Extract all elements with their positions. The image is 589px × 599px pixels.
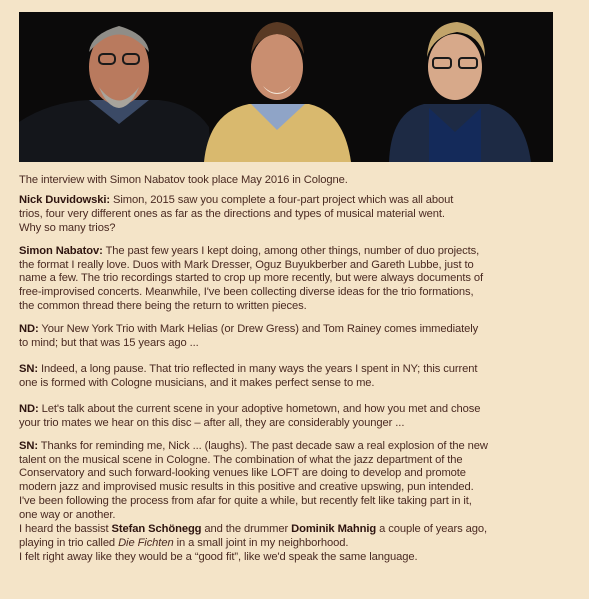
speaker-label: SN:: [19, 362, 38, 375]
speaker-label: Simon Nabatov:: [19, 244, 103, 257]
speaker-label: ND:: [19, 402, 39, 415]
trio-photo-image: [19, 12, 553, 162]
musician-name: Stefan Schönegg: [111, 523, 202, 536]
interview-text: [19, 174, 569, 565]
intro-line: The interview with Simon Nabatov took place May 2016 in Cologne.: [19, 174, 348, 186]
speaker-label: SN:: [19, 439, 38, 452]
question-1: Nick Duvidowski: Simon, 2015 saw you complete a four-part project which was all about trios, four very different ones as far as the directions and types of musical material went. Why so many trios?: [19, 193, 454, 234]
question-2: ND: Your New York Trio with Mark Helias (or Drew Gress) and Tom Rainey comes immediately to mind; but that was 15 years ago ...: [19, 323, 479, 350]
question-3: ND: Let's talk about the current scene in your adoptive hometown, and how you met and chose your trio mates we hear on this disc – after all, they are considerably younger ...: [19, 402, 481, 429]
speaker-label: Nick Duvidowski:: [19, 193, 111, 206]
answer-1: Simon Nabatov: The past few years I kept doing, among other things, number of duo projects, the format I really love. Duos with Mark Dresser, Oguz Buyukberber and Gareth Lubbe, just to name a few. The trio recordings started to crop up more recently, but were always documents of free-improvised concerts. Meanwhile, I've been collecting diverse ideas for the trio formations, the common thread there being the return to written pieces.: [19, 244, 484, 313]
musician-name: Dominik Mahnig: [291, 523, 377, 536]
band-name: Die Fichten: [118, 536, 174, 549]
speaker-label: ND:: [19, 323, 39, 336]
answer-3: SN: Thanks for reminding me, Nick ... (laughs). The past decade saw a real explosion of the new talent on the musical scene in Cologne. The combination of what the jazz department of the Conservatory and such forward-looking venues like LOFT are doing to develop and promote modern jazz and improvised music results in this positive and creative upswing, pun intended. I've been following the process from afar for quite a while, but recently felt like taking part in it, one way or another. I heard the bassist Stefan Schönegg and the drummer Dominik Mahnig a couple of years ago, playing in trio called Die Fichten in a small joint in my neighborhood. I felt right away like they would be a “good fit”, like we'd speak the same language.: [19, 439, 488, 563]
answer-2: SN: Indeed, a long pause. That trio reflected in many ways the years I spent in NY; this current one is formed with Cologne musicians, and it makes perfect sense to me.: [19, 362, 478, 389]
trio-photo: [19, 12, 553, 162]
